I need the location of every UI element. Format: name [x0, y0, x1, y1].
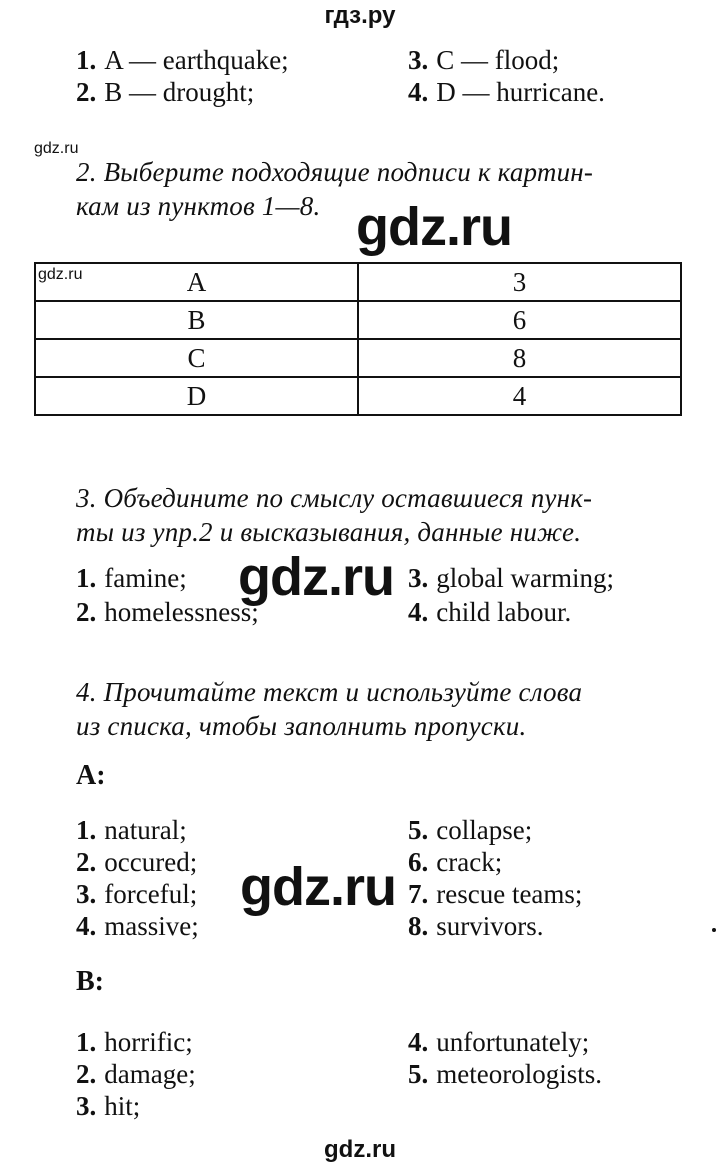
watermark-big: gdz.ru	[240, 857, 396, 917]
list-item: 7. rescue teams;	[408, 879, 583, 909]
list-item: 4. D — hurricane.	[408, 77, 605, 107]
list-item: 2. B — drought;	[76, 77, 255, 107]
list-item: 4. child labour.	[408, 597, 572, 627]
watermark-top: гдз.ру	[324, 2, 396, 29]
list-item: 6. crack;	[408, 847, 503, 877]
list-item: 3. global warming;	[408, 563, 614, 593]
list-item: 1. natural;	[76, 815, 187, 845]
list-item: 8. survivors.	[408, 911, 544, 941]
task-4-heading-line1: 4. Прочитайте текст и используйте слова	[76, 677, 583, 707]
watermark-small: gdz.ru	[38, 266, 83, 283]
table-cell-letter: gdz.ru A	[35, 263, 358, 301]
task-2-heading-line1: 2. Выберите подходящие подписи к картин-	[76, 157, 594, 187]
list-item: 1. A — earthquake;	[76, 45, 289, 75]
task-3-heading-line1: 3. Объедините по смыслу оставшиеся пунк-	[76, 483, 593, 513]
list-item: 2. homelessness;	[76, 597, 259, 627]
list-item: 4. unfortunately;	[408, 1027, 590, 1057]
list-item: 2. damage;	[76, 1059, 196, 1089]
table-cell-letter: B	[35, 301, 358, 339]
table-row	[35, 263, 681, 301]
list-item: 3. hit;	[76, 1091, 141, 1121]
task-4-heading-line2: из списка, чтобы заполнить пропуски.	[76, 711, 527, 741]
list-item: 1. famine;	[76, 563, 187, 593]
table-cell-value: 6	[358, 301, 681, 339]
list-item: 4. massive;	[76, 911, 199, 941]
table-row	[35, 301, 681, 339]
part-b-label: B:	[76, 966, 104, 997]
table-cell-letter: D	[35, 377, 358, 415]
table-cell-value: 4	[358, 377, 681, 415]
list-item: 3. C — flood;	[408, 45, 560, 75]
list-item: 2. occured;	[76, 847, 198, 877]
watermark-big: gdz.ru	[356, 197, 512, 257]
list-item: 5. collapse;	[408, 815, 533, 845]
list-item: 3. forceful;	[76, 879, 198, 909]
part-a-label: A:	[76, 760, 106, 791]
answer-table	[34, 262, 682, 416]
table-row	[35, 377, 681, 415]
list-item: 1. horrific;	[76, 1027, 193, 1057]
speck-dot	[712, 928, 716, 932]
table-cell-letter: C	[35, 339, 358, 377]
task-3-heading-line2: ты из упр.2 и высказывания, данные ниже.	[76, 517, 582, 547]
task-2-heading-line2: кам из пунктов 1—8.	[76, 191, 321, 221]
watermark-small: gdz.ru	[34, 140, 79, 157]
list-item: 5. meteorologists.	[408, 1059, 602, 1089]
table-row	[35, 339, 681, 377]
watermark-bottom: gdz.ru	[324, 1136, 396, 1163]
table-cell-value: 8	[358, 339, 681, 377]
table-cell-value: 3	[358, 263, 681, 301]
watermark-big: gdz.ru	[238, 547, 394, 607]
